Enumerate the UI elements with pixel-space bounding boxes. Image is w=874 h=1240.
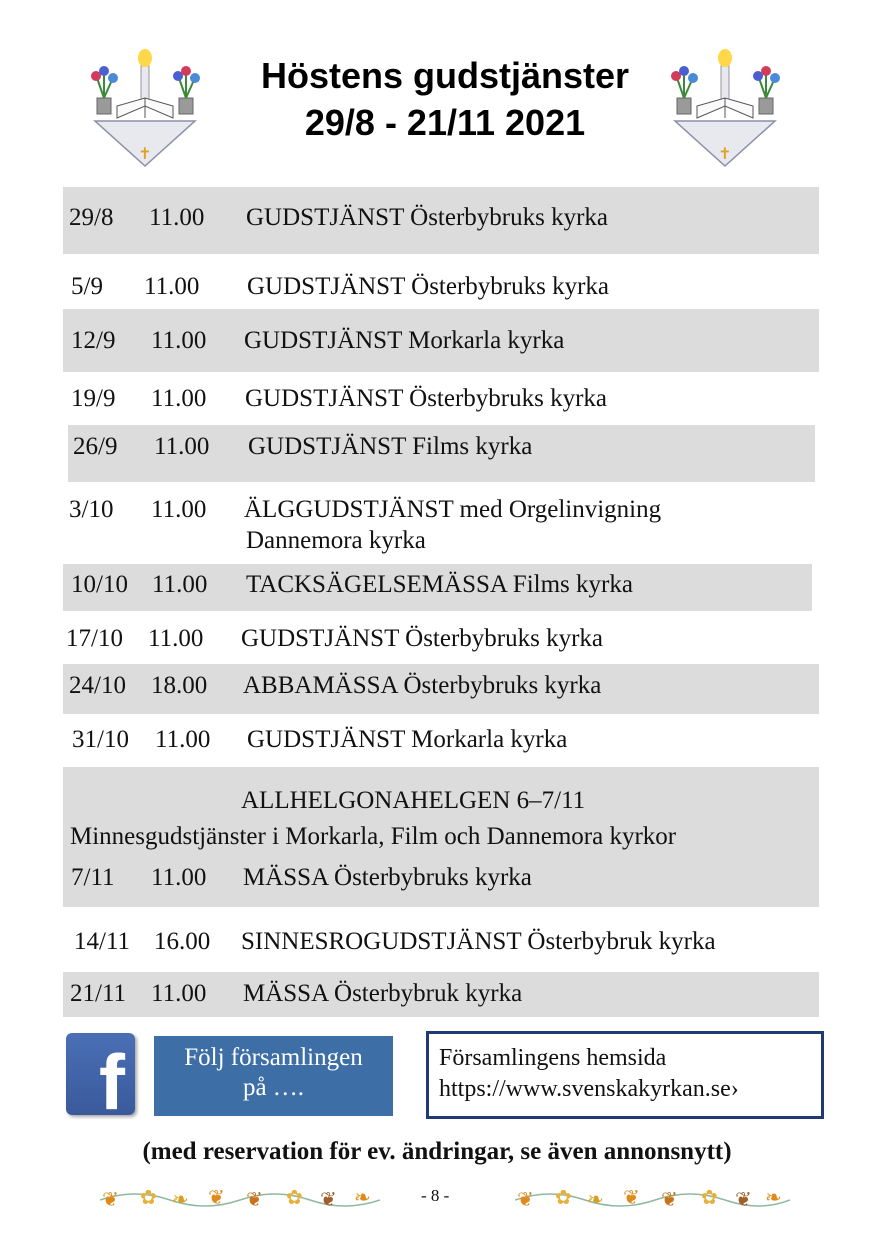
service-date: 31/10 bbox=[72, 726, 129, 753]
page-number: - 8 - bbox=[421, 1186, 450, 1205]
service-description: GUDSTJÄNST Morkarla kyrka bbox=[244, 327, 565, 354]
service-description: TACKSÄGELSEMÄSSA Films kyrka bbox=[246, 571, 633, 598]
service-description: GUDSTJÄNST Morkarla kyrka bbox=[247, 726, 568, 753]
service-date: 19/9 bbox=[71, 385, 116, 412]
service-description: GUDSTJÄNST Österbybruks kyrka bbox=[241, 625, 604, 652]
svg-text:❦: ❦ bbox=[246, 1187, 263, 1211]
svg-text:❧: ❧ bbox=[587, 1187, 604, 1211]
service-row bbox=[63, 309, 819, 372]
service-row bbox=[63, 972, 819, 1017]
service-row bbox=[63, 187, 819, 254]
service-row bbox=[68, 425, 815, 482]
svg-text:❧: ❧ bbox=[765, 1185, 782, 1209]
svg-text:❦: ❦ bbox=[661, 1187, 678, 1211]
service-time: 11.00 bbox=[152, 571, 208, 598]
svg-text:✝: ✝ bbox=[138, 144, 152, 163]
service-description: ÄLGGUDSTJÄNST med Orgelinvigning bbox=[244, 496, 662, 523]
service-description-continued: Dannemora kyrka bbox=[246, 527, 426, 554]
reservation-note: (med reservation för ev. ändringar, se även annonsnytt) bbox=[142, 1138, 732, 1165]
service-time: 11.00 bbox=[144, 273, 200, 300]
service-description: GUDSTJÄNST Films kyrka bbox=[248, 433, 533, 460]
svg-text:❦: ❦ bbox=[102, 1187, 119, 1211]
service-date: 14/11 bbox=[74, 928, 131, 955]
service-description: MÄSSA Österbybruks kyrka bbox=[243, 864, 532, 891]
allhelgona-block bbox=[63, 767, 819, 907]
altar-candle-illustration-left bbox=[85, 48, 205, 173]
svg-text:❦: ❦ bbox=[735, 1187, 752, 1211]
service-date: 17/10 bbox=[66, 625, 123, 652]
service-date: 3/10 bbox=[69, 496, 114, 523]
service-description: GUDSTJÄNST Österbybruks kyrka bbox=[247, 273, 610, 300]
service-time: 11.00 bbox=[154, 433, 210, 460]
svg-text:❦: ❦ bbox=[208, 1185, 225, 1209]
svg-text:✿: ✿ bbox=[140, 1185, 157, 1209]
service-time: 11.00 bbox=[149, 204, 205, 231]
service-time: 11.00 bbox=[151, 496, 207, 523]
service-row bbox=[63, 258, 819, 308]
service-row bbox=[63, 718, 819, 764]
svg-text:✿: ✿ bbox=[286, 1185, 303, 1209]
service-time: 11.00 bbox=[155, 726, 211, 753]
allhelgona-subtitle: Minnesgudstjänster i Morkarla, Film och Dannemora kyrkor bbox=[70, 823, 677, 850]
service-row bbox=[63, 374, 819, 424]
service-date: 29/8 bbox=[69, 204, 114, 231]
svg-text:✿: ✿ bbox=[701, 1185, 718, 1209]
service-description: MÄSSA Österbybruk kyrka bbox=[243, 980, 523, 1007]
service-date: 10/10 bbox=[71, 571, 128, 598]
website-url-link[interactable]: https://www.svenskakyrkan.se› bbox=[439, 1076, 739, 1102]
svg-text:✿: ✿ bbox=[555, 1185, 572, 1209]
page-title: Höstens gudstjänster bbox=[260, 55, 630, 96]
facebook-icon[interactable]: f bbox=[66, 1033, 135, 1115]
service-row bbox=[63, 564, 812, 611]
follow-label-line1: Följ församlingen bbox=[184, 1044, 363, 1071]
service-row bbox=[63, 490, 819, 560]
service-time: 11.00 bbox=[151, 864, 207, 891]
service-date: 24/10 bbox=[69, 672, 126, 699]
service-description: ABBAMÄSSA Österbybruks kyrka bbox=[243, 672, 602, 699]
svg-text:❦: ❦ bbox=[320, 1187, 337, 1211]
service-row bbox=[63, 664, 819, 714]
service-time: 11.00 bbox=[148, 625, 204, 652]
follow-label-line2: på …. bbox=[242, 1074, 305, 1101]
allhelgona-heading: ALLHELGONAHELGEN 6–7/11 bbox=[241, 787, 586, 814]
svg-text:❦: ❦ bbox=[623, 1185, 640, 1209]
autumn-leaves-garland-left bbox=[100, 1182, 380, 1212]
svg-text:❧: ❧ bbox=[354, 1185, 371, 1209]
service-time: 18.00 bbox=[151, 672, 208, 699]
service-date: 21/11 bbox=[70, 980, 127, 1007]
autumn-leaves-garland-right bbox=[515, 1182, 790, 1212]
follow-parish-button[interactable] bbox=[154, 1036, 393, 1116]
service-time: 11.00 bbox=[151, 385, 207, 412]
svg-text:❦: ❦ bbox=[517, 1187, 534, 1211]
service-row bbox=[63, 616, 819, 662]
svg-text:✝: ✝ bbox=[718, 144, 732, 163]
service-date: 5/9 bbox=[71, 273, 103, 300]
service-date: 7/11 bbox=[71, 864, 115, 891]
service-time: 16.00 bbox=[154, 928, 211, 955]
service-description: GUDSTJÄNST Österbybruks kyrka bbox=[246, 204, 609, 231]
service-row bbox=[63, 915, 819, 967]
service-date: 26/9 bbox=[73, 433, 118, 460]
service-date: 12/9 bbox=[71, 327, 116, 354]
website-box[interactable] bbox=[426, 1031, 824, 1119]
svg-text:❧: ❧ bbox=[172, 1187, 189, 1211]
service-time: 11.00 bbox=[151, 327, 207, 354]
service-description: GUDSTJÄNST Österbybruks kyrka bbox=[245, 385, 608, 412]
date-range-title: 29/8 - 21/11 2021 bbox=[304, 102, 586, 143]
website-label: Församlingens hemsida bbox=[439, 1045, 667, 1071]
service-description: SINNESROGUDSTJÄNST Österbybruk kyrka bbox=[241, 928, 716, 955]
service-time: 11.00 bbox=[151, 980, 207, 1007]
